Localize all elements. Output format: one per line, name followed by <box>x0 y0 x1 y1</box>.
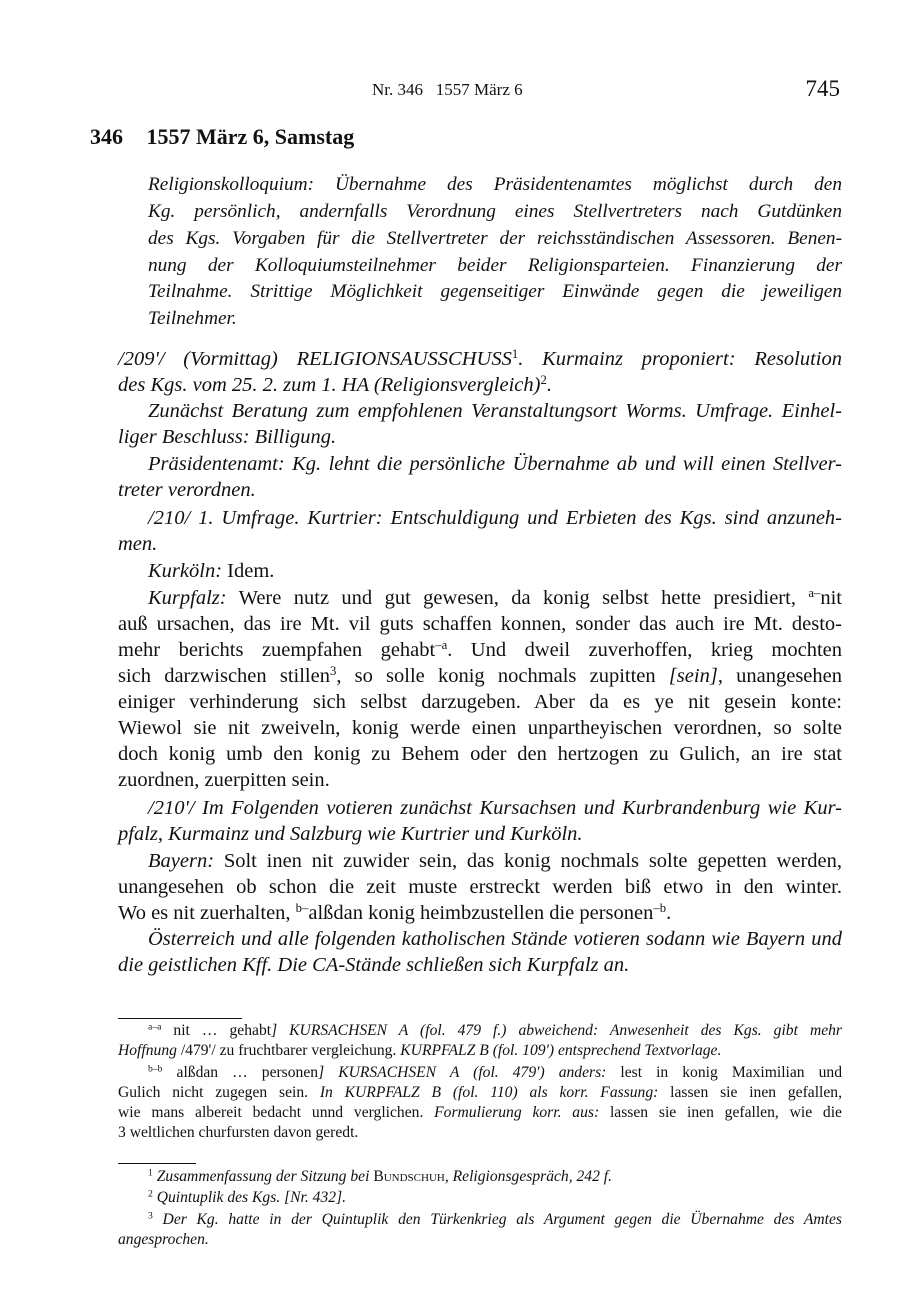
text: sich darzwischen stillen <box>118 665 330 687</box>
textual-note-line <box>118 1104 842 1122</box>
footnote-1 <box>148 1168 842 1186</box>
text: alßdan konig heimbzustellen die personen <box>308 902 654 924</box>
textual-note-mark-b-end[interactable]: –b <box>653 901 667 916</box>
running-head-title: Nr. 346 1557 März 6 <box>372 80 523 99</box>
text: . Und dweil zuverhoffen, krieg mochten <box>447 639 842 661</box>
footnote-3 <box>148 1211 842 1229</box>
note-text: lassen sie inen gefallen, <box>658 1084 842 1101</box>
paragraph-line: /210/ 1. Umfrage. Kurtrier: Entschuldigung und Erbieten des Kgs. sind anzuneh- <box>148 507 842 529</box>
footnote-text: Zusammenfassung der Sitzung bei <box>152 1168 374 1185</box>
abstract-line: Teilnahme. Strittige Möglichkeit gegenseitiger Einwände gegen die jeweiligen <box>148 281 842 302</box>
textual-note-line <box>118 1084 842 1102</box>
text: , so solle konig nochmals zupitten <box>336 665 669 687</box>
text: Solt inen nit zuwider sein, das konig nochmals solte gepetten werden, <box>214 850 842 872</box>
text: nit <box>820 587 842 609</box>
paragraph-line <box>118 902 842 925</box>
note-text: Gulich nicht zugegen sein. <box>118 1084 320 1101</box>
document-number: 346 <box>90 124 123 149</box>
paragraph-line: /210'/ Im Folgenden votieren zunächst Kursachsen und Kurbrandenburg wie Kur- <box>148 797 842 819</box>
textual-note-mark-a-end[interactable]: –a <box>435 638 448 653</box>
text: Idem. <box>222 560 275 582</box>
footnote-ref-3[interactable]: 3 <box>329 664 337 679</box>
paragraph-line: Zunächst Beratung zum empfohlenen Veranstaltungsort Worms. Umfrage. Einhel- <box>148 400 842 422</box>
textual-note-mark-a[interactable]: a– <box>808 586 821 601</box>
footnote-ref-2[interactable]: 2 <box>540 373 547 388</box>
text: des Kgs. vom 25. 2. zum 1. HA (Religionsvergleich) <box>118 374 541 396</box>
editorial-insertion: [sein] <box>668 665 718 687</box>
speaker-label: Kurpfalz: <box>148 587 227 609</box>
footnote-line: angesprochen. <box>118 1231 209 1248</box>
textual-note-line <box>118 1042 842 1060</box>
paragraph-line: pfalz, Kurmainz und Salzburg wie Kurtrier und Kurköln. <box>118 823 583 845</box>
note-text: lest in konig Maximilian und <box>606 1064 843 1081</box>
textual-note-mark-b[interactable]: b– <box>295 901 309 916</box>
document-heading <box>90 124 354 150</box>
text: mehr berichts zuempfahen gehabt <box>118 639 436 661</box>
note-text: ] KURSACHSEN A (fol. 479') anders: <box>318 1064 607 1081</box>
text: Were nutz und gut gewesen, da konig selbst hette presidiert, <box>226 587 809 609</box>
paragraph-line: liger Beschluss: Billigung. <box>118 426 337 448</box>
paragraph-line: auß ursachen, das ire Mt. vil guts schaffen konnen, sonder das auch ire Mt. desto- <box>118 613 842 635</box>
footnote-ref-1[interactable]: 1 <box>511 347 519 362</box>
abstract-line: des Kgs. Vorgaben für die Stellvertreter der reichsständischen Assessoren. Benen- <box>148 228 842 249</box>
footnote-text: Der Kg. hatte in der Quintuplik den Türkenkrieg als Argument gegen die Übernahme des Amtes <box>152 1211 842 1228</box>
paragraph-line: die geistlichen Kff. Die CA-Stände schließen sich Kurpfalz an. <box>118 954 630 976</box>
note-text: In KURPFALZ B (fol. 110) als korr. Fassung: <box>319 1084 659 1101</box>
paragraph-kurpfalz <box>148 587 842 610</box>
lemma: nit … gehabt <box>161 1022 272 1039</box>
note-text: ] KURSACHSEN A (fol. 479 f.) abweichend: Anwesenheit des Kgs. gibt mehr <box>271 1022 842 1039</box>
document-date-title: 1557 März 6, Samstag <box>146 124 355 149</box>
note-text: wie mans albereit bedacht unnd verglichen. <box>118 1104 435 1121</box>
text: . <box>546 374 552 396</box>
abstract-line: Religionskolloquium: Übernahme des Präsidentenamtes möglichst durch den <box>148 174 842 195</box>
paragraph-line: treter verordnen. <box>118 479 256 501</box>
paragraph-line: zuordnen, zuerpitten sein. <box>118 769 330 791</box>
page-number: 745 <box>805 76 840 101</box>
paragraph-line: doch konig umb den konig zu Behem oder den hertzogen zu Gulich, an ire stat <box>118 743 842 765</box>
lemma: alßdan … personen <box>162 1064 319 1081</box>
text: /209'/ (Vormittag) RELIGIONSAUSSCHUSS <box>118 348 512 370</box>
footnote-number: 2 <box>148 1188 153 1200</box>
footnote-text: Quintuplik des Kgs. [Nr. 432]. <box>152 1189 347 1206</box>
footnote-2 <box>148 1189 842 1207</box>
paragraph-line: Österreich und alle folgenden katholischen Stände votieren sodann wie Bayern und <box>148 928 842 950</box>
note-text: KURPFALZ B (fol. 109') entsprechend Textvorlage. <box>400 1042 722 1059</box>
text: . Kurmainz proponiert: Resolution <box>518 348 843 370</box>
abstract-line: Teilnehmer. <box>148 308 237 329</box>
paragraph-line: Wiewol sie nit zweiveln, konig werde einen unpartheyischen verordnen, so solte <box>118 717 842 739</box>
paragraph-line: men. <box>118 533 158 555</box>
note-text: Formulierung korr. aus: <box>434 1104 600 1121</box>
note-text: /479'/ zu fruchtbarer vergleichung. <box>176 1042 401 1059</box>
note-text: lassen sie inen gefallen, wie die <box>599 1104 842 1121</box>
speaker-label: Kurköln: <box>148 560 223 582</box>
textual-note-line: 3 weltlichen churfursten davon geredt. <box>118 1124 359 1141</box>
paragraph-kurkoeln <box>148 560 842 583</box>
note-text: Hoffnung <box>118 1042 177 1059</box>
footnote-number: 1 <box>148 1167 153 1179</box>
footnote-number: 3 <box>148 1210 153 1222</box>
paragraph-line: einiger verhinderung sich selbst darzugeben. Aber da es ye nit gesein konte: <box>118 691 842 713</box>
footnotes-rule <box>118 1163 196 1164</box>
text: . <box>666 902 672 924</box>
paragraph-line <box>118 665 842 688</box>
paragraph-line: unangesehen ob schon die zeit muste erstreckt werden biß etwo in den winter. <box>118 876 842 898</box>
textual-note-a <box>148 1022 842 1040</box>
textual-notes-rule <box>118 1018 242 1019</box>
text: , unangesehen <box>717 665 842 687</box>
paragraph-session-opening <box>118 348 842 371</box>
paragraph-line <box>118 639 842 662</box>
author-name: Bundschuh <box>373 1168 445 1185</box>
text: Wo es nit zuerhalten, <box>118 902 296 924</box>
abstract-line: Kg. persönlich, andernfalls Verordnung eines Stellvertreters nach Gutdünken <box>148 201 842 222</box>
paragraph-line <box>118 374 842 397</box>
note-mark: a–a <box>148 1021 162 1033</box>
textual-note-b <box>148 1064 842 1082</box>
footnote-text: , Religionsgespräch, 242 f. <box>444 1168 613 1185</box>
paragraph-line: Präsidentenamt: Kg. lehnt die persönliche Übernahme ab und will einen Stellver- <box>148 453 842 475</box>
speaker-label: Bayern: <box>148 850 215 872</box>
note-mark: b–b <box>148 1063 163 1075</box>
abstract-line: nung der Kolloquiumsteilnehmer beider Religionsparteien. Finanzierung der <box>148 255 842 276</box>
paragraph-bayern <box>148 850 842 873</box>
